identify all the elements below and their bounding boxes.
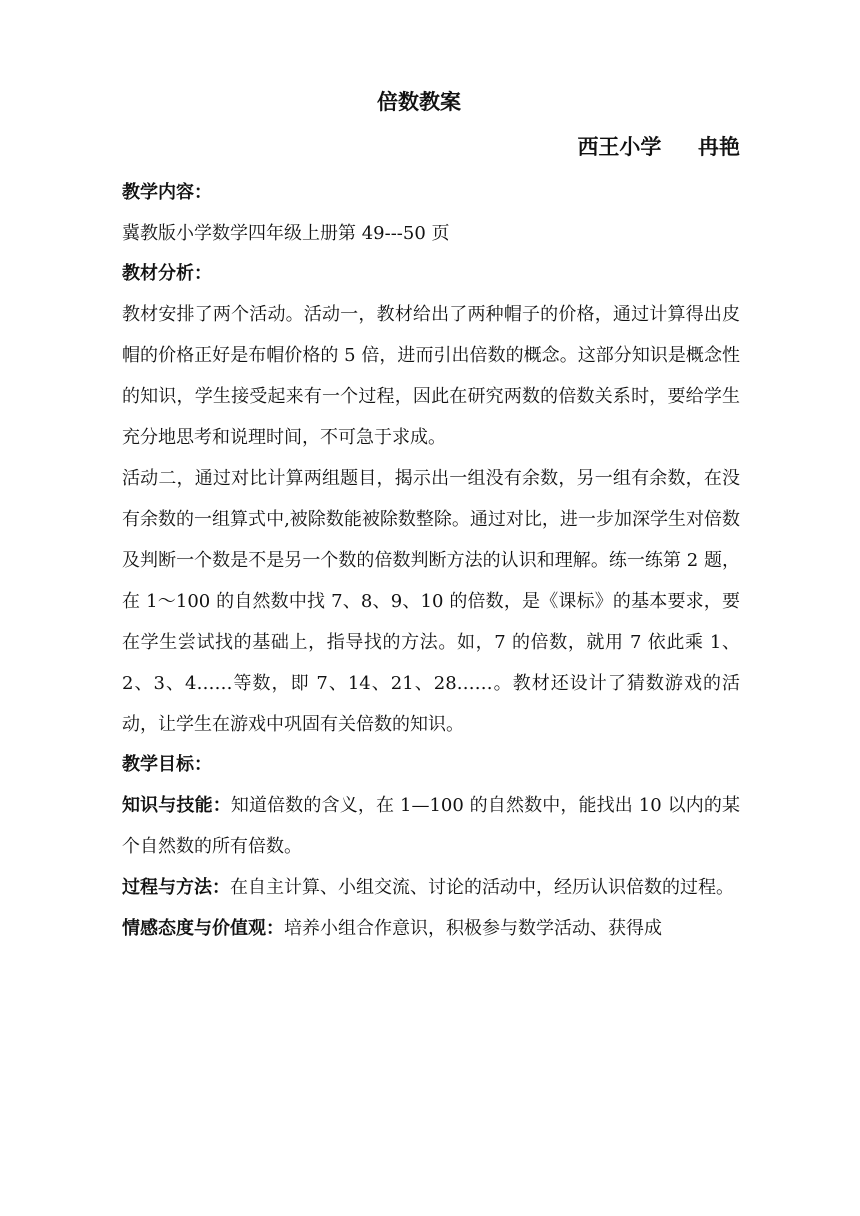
goal-process-label: 过程与方法： [122,877,230,898]
goal-knowledge [122,785,740,867]
document-page [122,84,740,949]
goal-attitude [122,908,740,949]
analysis-paragraph-1: 教材安排了两个活动。活动一，教材给出了两种帽子的价格，通过计算得出皮帽的价格正好是布帽价格的 5 倍，进而引出倍数的概念。这部分知识是概念性的知识，学生接受起来有一个过程，因此在研究两数的倍数关系时，要给学生充分地思考和说理时间，不可急于求成。 [122,304,740,448]
goal-process-text: 在自主计算、小组交流、讨论的活动中，经历认识倍数的过程。 [230,877,734,898]
goal-attitude-text: 培养小组合作意识，积极参与数学活动、获得成 [284,918,662,939]
content-heading: 教学内容： [122,182,212,203]
goals-heading: 教学目标： [122,754,212,775]
goal-process [122,867,740,908]
goal-attitude-label: 情感态度与价值观： [122,918,284,939]
content-text: 冀教版小学数学四年级上册第 49---50 页 [122,223,450,244]
goal-knowledge-text: 知道倍数的含义，在 1—100 的自然数中，能找出 10 以内的某个自然数的所有倍数。 [122,795,740,857]
goal-knowledge-label: 知识与技能： [122,795,231,816]
analysis-paragraph-2: 活动二，通过对比计算两组题目，揭示出一组没有余数，另一组有余数，在没有余数的一组算式中,被除数能被除数整除。通过对比，进一步加深学生对倍数及判断一个数是不是另一个数的倍数判断方法的认识和理解。练一练第 2 题，在 1～100 的自然数中找 7、8、9、10 的倍数，是《课标》的基本要求，要在学生尝试找的基础上，指导找的方法。如，7 的倍数，就用 7 依此乘 1、2、3、4……等数，即 7、14、21、28……。教材还设计了猜数游戏的活动，让学生在游戏中巩固有关倍数的知识。 [122,468,740,735]
analysis-heading: 教材分析： [122,263,212,284]
author-line: 西王小学 冉艳 [577,134,740,159]
document-title: 倍数教案 [377,89,461,114]
